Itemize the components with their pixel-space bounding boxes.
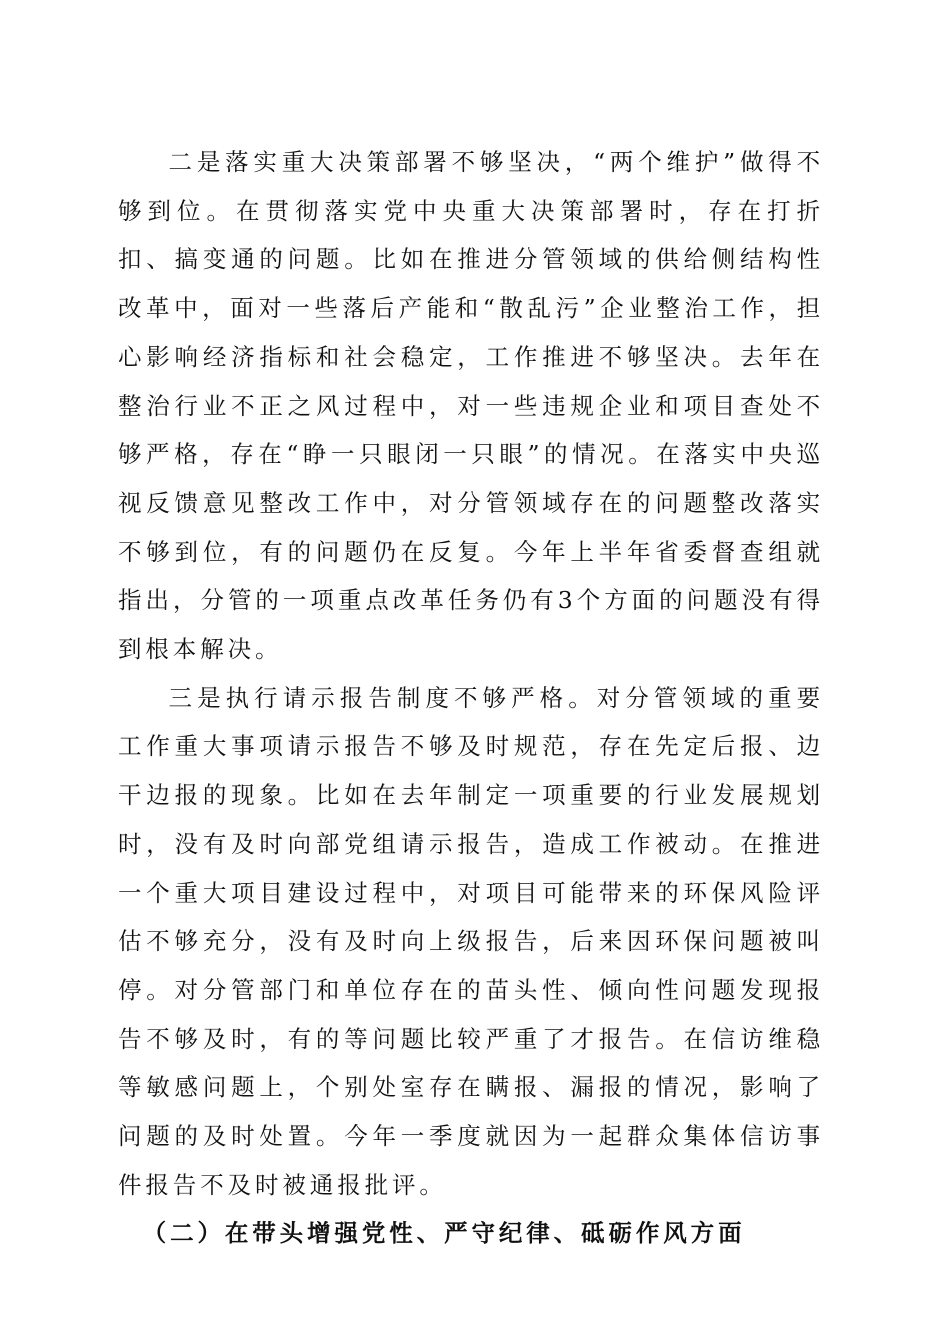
document-body	[118, 138, 824, 1258]
paragraph-decision-implementation: 二是落实重大决策部署不够坚决，“两个维护”做得不够到位。在贯彻落实党中央重大决策部署时，存在打折扣、搞变通的问题。比如在推进分管领域的供给侧结构性改革中，面对一些落后产能和“散乱污”企业整治工作，担心影响经济指标和社会稳定，工作推进不够坚决。去年在整治行业不正之风过程中，对一些违规企业和项目查处不够严格，存在“睁一只眼闭一只眼”的情况。在落实中央巡视反馈意见整改工作中，对分管领域存在的问题整改落实不够到位，有的问题仍在反复。今年上半年省委督查组就指出，分管的一项重点改革任务仍有3个方面的问题没有得到根本解决。	[118, 148, 824, 664]
paragraph-reporting-system: 三是执行请示报告制度不够严格。对分管领域的重要工作重大事项请示报告不够及时规范，存在先定后报、边干边报的现象。比如在去年制定一项重要的行业发展规划时，没有及时向部党组请示报告，造成工作被动。在推进一个重大项目建设过程中，对项目可能带来的环保风险评估不够充分，没有及时向上级报告，后来因环保问题被叫停。对分管部门和单位存在的苗头性、倾向性问题发现报告不够及时，有的等问题比较严重了才报告。在信访维稳等敏感问题上，个别处室存在瞒报、漏报的情况，影响了问题的及时处置。今年一季度就因为一起群众集体信访事件报告不及时被通报批评。	[118, 683, 824, 1199]
section-heading: （二）在带头增强党性、严守纪律、砥砺作风方面	[142, 1219, 746, 1248]
